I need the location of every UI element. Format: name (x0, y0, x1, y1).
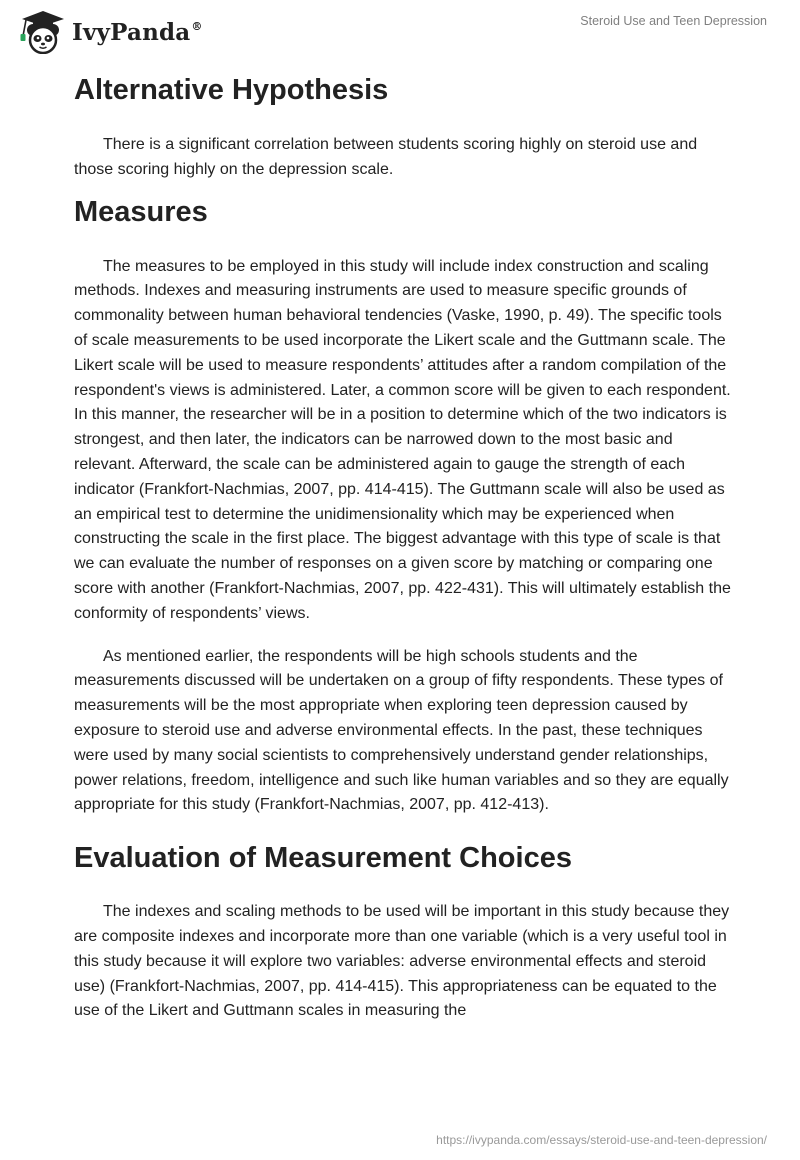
ivypanda-logo[interactable] (14, 10, 203, 54)
section-heading-measures: Measures (74, 195, 208, 228)
section-heading-evaluation: Evaluation of Measurement Choices (74, 842, 572, 875)
paragraph: The measures to be employed in this study will include index construction and scaling methods. Indexes and measuring instruments are used to measure specific grounds of commonality between human behavioral tendencies (Vaske, 1990, p. 49). The specific tools of scale measurements to be used incorporate the Likert scale and the Guttmann scale. The Likert scale will be used to measure respondents’ attitudes after a random compilation of the respondent's views is administered. Later, a common score will be given to each respondent. In this manner, the researcher will be in a position to determine which of the two indicators is strongest, and then later, the indicators can be narrowed down to the most basic and relevant. Afterward, the scale can be administered again to gauge the strength of each indicator (Frankfort-Nachmias, 2007, pp. 414-415). The Guttmann scale will also be used as an empirical test to determine the unidimensionality which may be experienced when constructing the scale in the first place. The biggest advantage with this type of scale is that we can evaluate the number of responses on a given score by matching or comparing one score with another (Frankfort-Nachmias, 2007, pp. 422-431). This will ultimately establish the conformity of respondents’ views. (74, 257, 731, 622)
paragraph: The indexes and scaling methods to be used will be important in this study because they are composite indexes and incorporate more than one variable (which is a very useful tool in this study because it will explore two variables: adverse environmental effects and steroid use) (Frankfort-Nachmias, 2007, pp. 414-415). This appropriateness can be equated to the use of the Likert and Guttmann scales in measuring the (74, 903, 730, 1020)
registered-mark: ® (191, 19, 203, 33)
source-url[interactable]: https://ivypanda.com/essays/steroid-use-and-teen-depression/ (436, 1133, 767, 1147)
essay-content (74, 72, 734, 1024)
paragraph: As mentioned earlier, the respondents will be high schools students and the measurements discussed will be undertaken on a group of fifty respondents. These types of measurements will be the most appropriate when exploring teen depression caused by exposure to steroid use and adverse environmental effects. In the past, these techniques were used by many social scientists to comprehensively understand gender relationships, power relations, freedom, intelligence and such like human variables and so they are equally appropriate for this study (Frankfort-Nachmias, 2007, pp. 412-413). (74, 647, 729, 814)
section-heading-alternative-hypothesis: Alternative Hypothesis (74, 74, 389, 106)
brand-name: IvyPanda® (72, 18, 203, 46)
page-header (0, 0, 800, 60)
essay-title: Steroid Use and Teen Depression (580, 14, 767, 28)
paragraph: There is a significant correlation between students scoring highly on steroid use and those scoring highly on the depression scale. (74, 136, 698, 178)
panda-graduate-icon (14, 10, 68, 54)
